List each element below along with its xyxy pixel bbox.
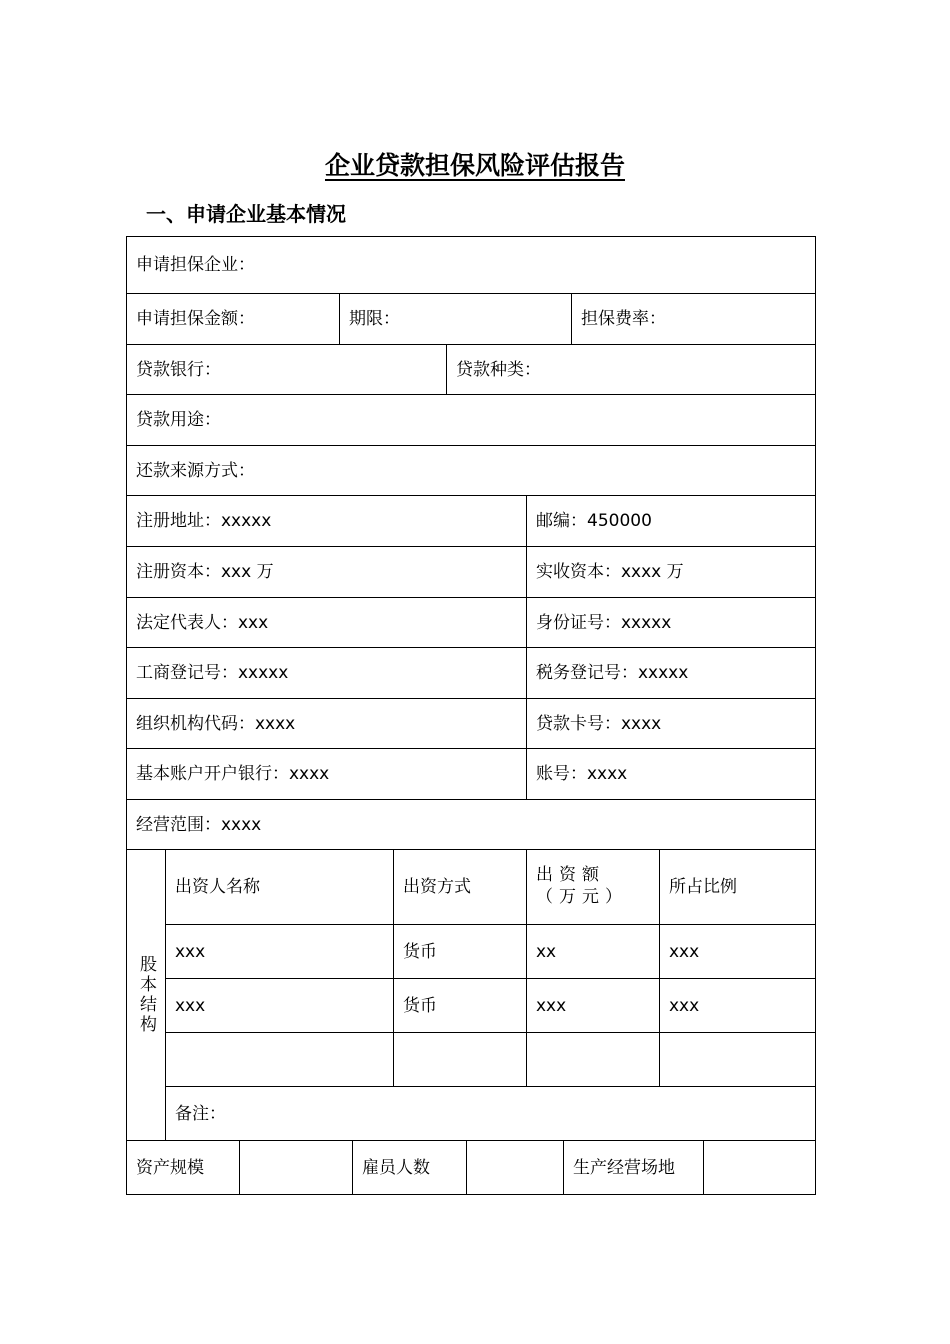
employees-value[interactable] [467,1141,564,1195]
id-no-field[interactable]: 身份证号： xxxxx [527,598,816,648]
equity-row3-investor[interactable] [166,1033,394,1087]
amount-field[interactable]: 申请担保金额： [127,294,340,345]
org-code-field[interactable]: 组织机构代码： xxxx [127,699,527,749]
equity-row2-amount[interactable]: xxx [527,979,660,1033]
basic-bank-field[interactable]: 基本账户开户银行： xxxx [127,749,527,800]
loan-card-field[interactable]: 贷款卡号： xxxx [527,699,816,749]
term-field[interactable]: 期限： [340,294,572,345]
equity-label-cell [127,850,166,1141]
equity-row1-method[interactable]: 货币 [394,925,527,979]
equity-row3-method[interactable] [394,1033,527,1087]
tax-reg-field[interactable]: 税务登记号： xxxxx [527,648,816,699]
equity-row2-investor[interactable]: xxx [166,979,394,1033]
equity-header-amount: 出资额（万元） [527,850,660,925]
document-title: 企业贷款担保风险评估报告 [324,151,625,180]
paid-capital-field[interactable]: 实收资本： xxxx 万 [527,547,816,598]
assets-label: 资产规模 [127,1141,240,1195]
reg-capital-field[interactable]: 注册资本： xxx 万 [127,547,527,598]
info-table [126,236,816,1195]
site-value[interactable] [704,1141,816,1195]
loan-type-field[interactable]: 贷款种类： [447,345,816,395]
equity-header-investor: 出资人名称 [166,850,394,925]
postcode-field[interactable]: 邮编： 450000 [527,496,816,547]
account-field[interactable]: 账号： xxxx [527,749,816,800]
repay-source-field[interactable]: 还款来源方式： [127,446,816,496]
biz-reg-field[interactable]: 工商登记号： xxxxx [127,648,527,699]
assets-value[interactable] [240,1141,353,1195]
reg-address-field[interactable]: 注册地址： xxxxx [127,496,527,547]
equity-label: 股本结构 [136,955,156,1035]
equity-header-ratio: 所占比例 [660,850,816,925]
equity-note[interactable]: 备注： [166,1087,816,1141]
section-heading: 一、申请企业基本情况 [146,202,346,226]
fee-rate-field[interactable]: 担保费率： [572,294,816,345]
equity-row3-ratio[interactable] [660,1033,816,1087]
purpose-field[interactable]: 贷款用途： [127,395,816,446]
equity-row1-amount[interactable]: xx [527,925,660,979]
applicant-field[interactable]: 申请担保企业： [127,237,816,294]
equity-row1-investor[interactable]: xxx [166,925,394,979]
employees-label: 雇员人数 [353,1141,467,1195]
legal-rep-field[interactable]: 法定代表人： xxx [127,598,527,648]
equity-header-method: 出资方式 [394,850,527,925]
equity-row1-ratio[interactable]: xxx [660,925,816,979]
bank-field[interactable]: 贷款银行： [127,345,447,395]
equity-row2-ratio[interactable]: xxx [660,979,816,1033]
site-label: 生产经营场地 [564,1141,704,1195]
scope-field[interactable]: 经营范围： xxxx [127,800,816,850]
equity-row3-amount[interactable] [527,1033,660,1087]
equity-row2-method[interactable]: 货币 [394,979,527,1033]
